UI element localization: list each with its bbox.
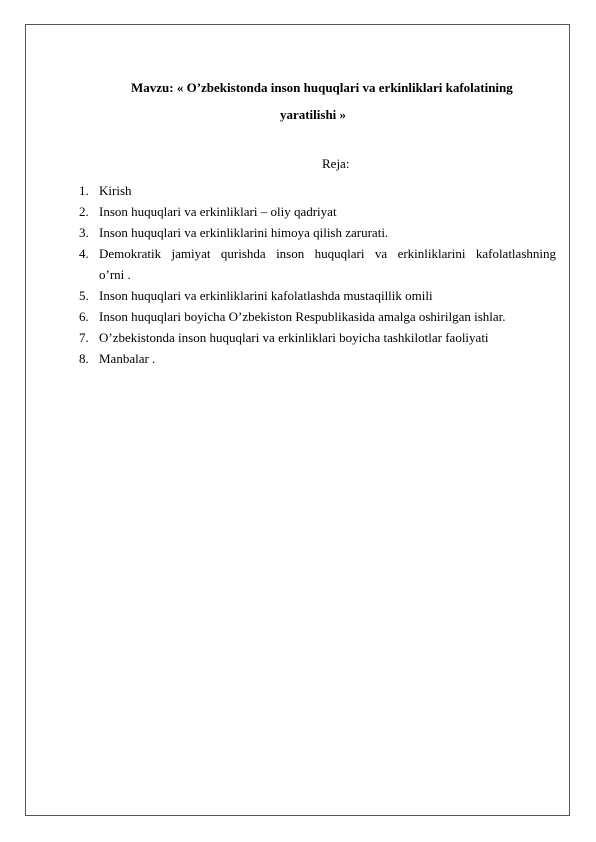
list-item [79,222,556,243]
list-item-number: 4. [79,246,89,261]
list-item-text [99,243,556,285]
document-title-continued: yaratilishi » [279,107,347,122]
list-item-text: O’zbekistonda inson huquqlari va erkinliklari boyicha tashkilotlar faoliyati [99,330,489,345]
list-item-text: Inson huquqlari va erkinliklari – oliy qadriyat [99,204,337,219]
list-item [79,180,556,201]
list-item [79,306,556,327]
list-item-text-line: o’rni . [99,267,131,282]
list-item-text: Manbalar . [99,351,156,366]
list-item-number: 8. [79,351,89,366]
list-item [79,348,556,369]
list-item-number: 6. [79,309,89,324]
list-item-text: Kirish [99,183,132,198]
list-item-number: 7. [79,330,89,345]
list-item-text: Inson huquqlari boyicha O’zbekiston Respublikasida amalga oshirilgan ishlar. [99,309,506,324]
list-item [79,201,556,222]
list-item [79,243,556,285]
list-item-text: Inson huquqlari va erkinliklarini himoya qilish zarurati. [99,225,389,240]
document-title: Mavzu: « O’zbekistonda inson huquqlari va erkinliklari kafolatining [131,80,513,95]
list-item-text: Inson huquqlari va erkinliklarini kafolatlashda mustaqillik omili [99,288,433,303]
page-border [25,24,570,816]
list-item-number: 2. [79,204,89,219]
list-item-number: 3. [79,225,89,240]
list-item-text-line: Demokratik jamiyat qurishda inson huquqlari va erkinliklarini kafolatlashning [99,246,556,261]
plan-heading: Reja: [322,156,350,171]
list-item [79,285,556,306]
list-item-number: 1. [79,183,89,198]
list-item-number: 5. [79,288,89,303]
list-item [79,327,556,348]
plan-list [79,180,556,369]
